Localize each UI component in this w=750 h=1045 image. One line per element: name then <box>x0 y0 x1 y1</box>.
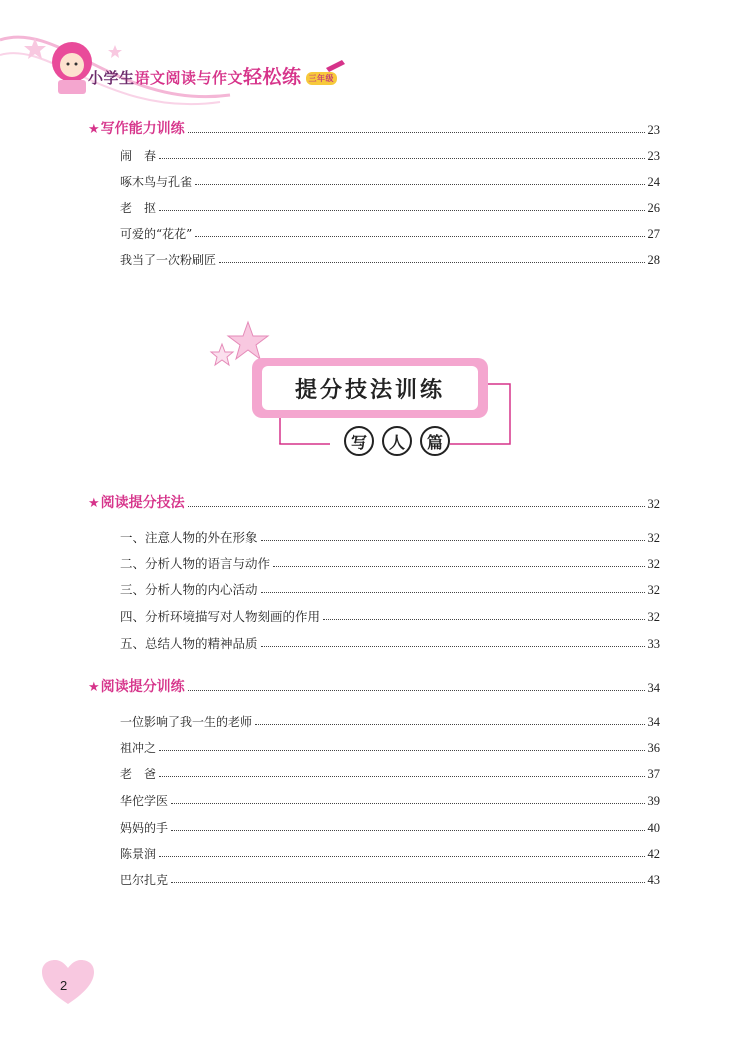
banner-char-circle: 写 <box>344 426 374 456</box>
toc-section-reading-training[interactable] <box>88 676 660 696</box>
page-number: 34 <box>647 681 660 695</box>
toc-item-title: 四、分析环境描写对人物刻画的作用 <box>120 609 321 624</box>
chapter-banner <box>200 318 520 468</box>
series-title-part3: 轻松练 <box>243 66 302 88</box>
heart-icon <box>40 958 96 1008</box>
banner-char-circle: 篇 <box>420 426 450 456</box>
page-number: 32 <box>647 583 660 597</box>
page-number: 33 <box>647 637 660 651</box>
dot-leader <box>195 236 644 237</box>
page-number: 27 <box>647 227 660 241</box>
page-number: 32 <box>647 497 660 511</box>
page-number: 43 <box>647 873 660 887</box>
page-number: 24 <box>647 175 660 189</box>
section-title: 写作能力训练 <box>100 121 185 137</box>
page-number: 40 <box>647 821 660 835</box>
toc-item-title: 啄木鸟与孔雀 <box>120 175 193 189</box>
dot-leader <box>188 690 645 691</box>
toc-item[interactable] <box>120 248 660 268</box>
page-number: 32 <box>647 557 660 571</box>
toc-item-title: 老 抠 <box>120 201 157 215</box>
dot-leader <box>159 750 644 751</box>
toc-section-writing[interactable] <box>88 118 660 138</box>
page-number: 28 <box>647 253 660 267</box>
toc-item-title: 我当了一次粉刷匠 <box>120 253 217 267</box>
page-number: 39 <box>647 794 660 808</box>
toc-item-title: 陈景润 <box>120 847 157 861</box>
dot-leader <box>188 506 645 507</box>
dot-leader <box>188 132 645 133</box>
page-number: 32 <box>647 610 660 624</box>
toc-item[interactable] <box>120 710 660 730</box>
toc-item-title: 可爱的“花花” <box>120 227 193 241</box>
dot-leader <box>261 646 645 647</box>
star-icon: ★ <box>88 496 100 511</box>
page-number: 23 <box>647 149 660 163</box>
toc-item[interactable] <box>120 605 660 625</box>
toc-item[interactable] <box>120 868 660 888</box>
star-icon: ★ <box>88 122 100 137</box>
toc-item[interactable] <box>120 842 660 862</box>
page-number: 32 <box>647 531 660 545</box>
toc-item-title: 华佗学医 <box>120 794 169 808</box>
edition-badge: 三年级 <box>306 72 338 85</box>
dot-leader <box>159 856 644 857</box>
banner-char-circle: 人 <box>382 426 412 456</box>
dot-leader <box>323 619 644 620</box>
page-number: 42 <box>647 847 660 861</box>
dot-leader <box>261 592 645 593</box>
dot-leader <box>219 262 644 263</box>
dot-leader <box>171 882 644 883</box>
toc-item[interactable] <box>120 526 660 546</box>
toc-item-title: 五、总结人物的精神品质 <box>120 636 258 651</box>
dot-leader <box>273 566 644 567</box>
page-number: 36 <box>647 741 660 755</box>
toc-item-title: 闹 春 <box>120 149 157 163</box>
toc-item[interactable] <box>120 578 660 598</box>
toc-item[interactable] <box>120 144 660 164</box>
toc-item-title: 一位影响了我一生的老师 <box>120 715 253 729</box>
section-title: 阅读提分技法 <box>100 495 185 511</box>
star-icon <box>108 45 122 58</box>
toc-item[interactable] <box>120 632 660 652</box>
toc-item[interactable] <box>120 789 660 809</box>
star-icon <box>228 322 268 359</box>
page-number: 26 <box>647 201 660 215</box>
toc-item-title: 一、注意人物的外在形象 <box>120 530 258 545</box>
toc-item[interactable] <box>120 222 660 242</box>
page-number: 23 <box>647 123 660 137</box>
toc-item-title: 三、分析人物的内心活动 <box>120 582 258 597</box>
toc-item-title: 巴尔扎克 <box>120 873 169 887</box>
toc-item[interactable] <box>120 816 660 836</box>
toc-item[interactable] <box>120 552 660 572</box>
toc-item[interactable] <box>120 196 660 216</box>
dot-leader <box>195 184 644 185</box>
series-title-part1: 小学生 <box>88 69 135 87</box>
toc-item-title: 妈妈的手 <box>120 821 169 835</box>
toc-section-reading-skills[interactable] <box>88 492 660 512</box>
series-title-part2: 语文阅读与作文 <box>134 69 244 87</box>
toc-item-title: 祖冲之 <box>120 741 157 755</box>
page-number: 37 <box>647 767 660 781</box>
dot-leader <box>261 540 645 541</box>
toc-item[interactable] <box>120 762 660 782</box>
dot-leader <box>159 158 644 159</box>
dot-leader <box>159 776 644 777</box>
dot-leader <box>171 803 644 804</box>
page-number: 34 <box>647 715 660 729</box>
page-header <box>0 0 750 110</box>
star-icon <box>211 344 233 365</box>
toc-item[interactable] <box>120 170 660 190</box>
page-number-footer: 2 <box>60 978 68 993</box>
star-icon: ★ <box>88 680 100 695</box>
toc-item-title: 老 爸 <box>120 767 157 781</box>
toc-item[interactable] <box>120 736 660 756</box>
section-title: 阅读提分训练 <box>100 679 185 695</box>
banner-title: 提分技法训练 <box>294 377 445 403</box>
dot-leader <box>171 830 644 831</box>
dot-leader <box>159 210 644 211</box>
header-decoration <box>0 0 750 110</box>
banner-inner <box>262 366 478 410</box>
series-title <box>88 62 337 89</box>
toc-item-title: 二、分析人物的语言与动作 <box>120 556 271 571</box>
dot-leader <box>255 724 644 725</box>
